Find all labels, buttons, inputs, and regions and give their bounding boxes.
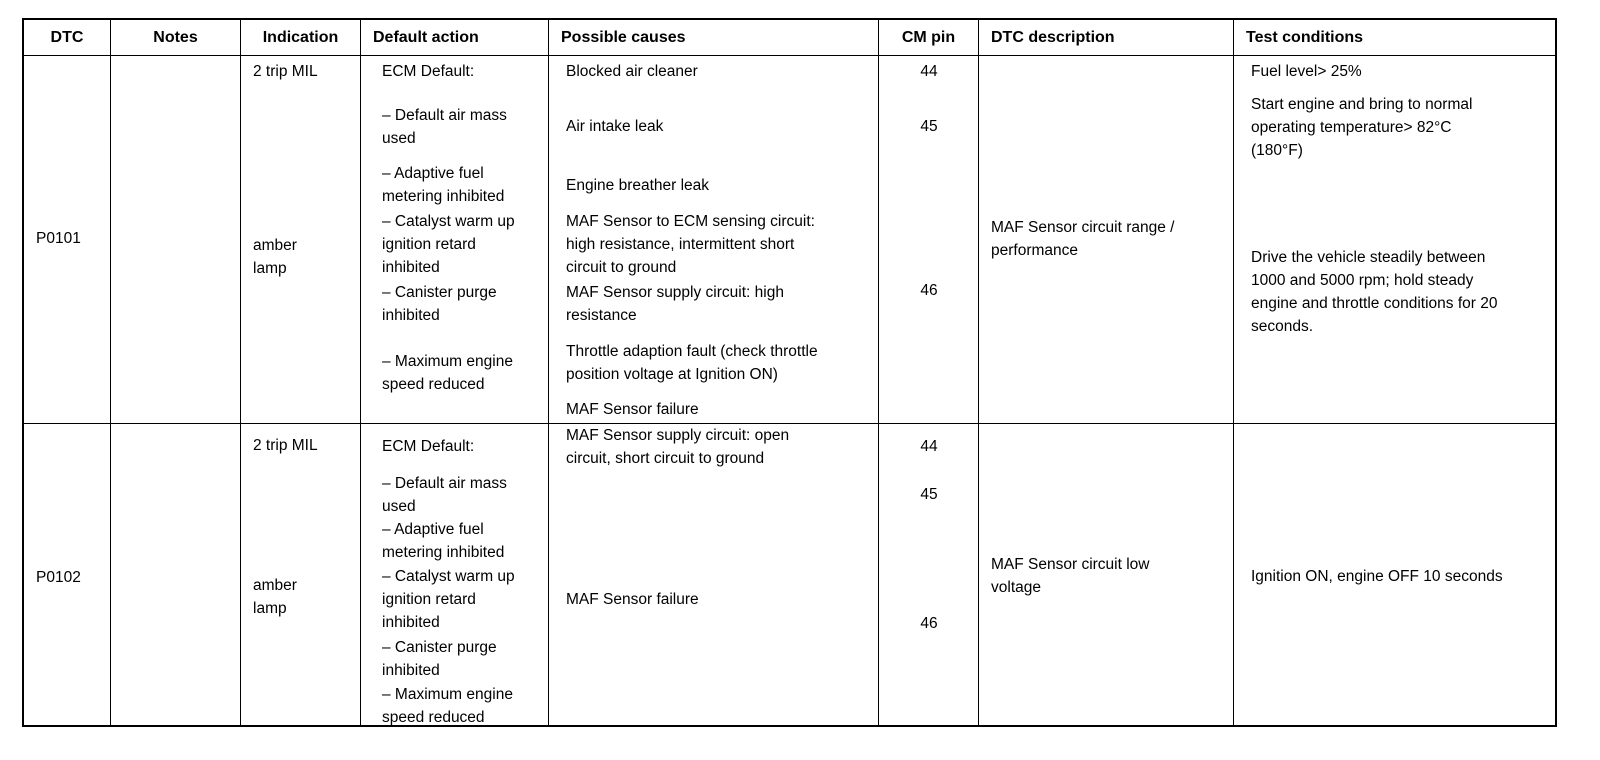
possible-cause-item: Air intake leak — [566, 118, 664, 135]
dtc-table — [22, 18, 1557, 727]
possible-cause-item: MAF Sensor supply circuit: high resistance — [566, 284, 784, 324]
cm-pin-cell — [879, 424, 979, 725]
cm-pin-value: 44 — [920, 438, 938, 455]
default-action-item: – Maximum engine speed reduced — [382, 353, 513, 393]
test-conditions-cell — [1234, 56, 1557, 424]
header-dtc-description: DTC description — [979, 20, 1234, 56]
dtc-description-text: MAF Sensor circuit low voltage — [991, 556, 1150, 596]
default-action-item: – Canister purge inhibited — [382, 639, 497, 679]
cm-pin-value: 44 — [920, 63, 938, 80]
default-action-item: – Catalyst warm up ignition retard inhibited — [382, 568, 515, 631]
header-cm-pin: CM pin — [879, 20, 979, 56]
possible-cause-item: Blocked air cleaner — [566, 63, 698, 80]
indication-lamp: amber lamp — [253, 577, 297, 617]
default-action-item: – Maximum engine speed reduced — [382, 686, 513, 726]
indication-mil: 2 trip MIL — [253, 437, 318, 454]
indication-lamp: amber lamp — [253, 237, 297, 277]
default-action-item: – Adaptive fuel metering inhibited — [382, 521, 505, 561]
header-indication: Indication — [241, 20, 361, 56]
default-action-item: – Catalyst warm up ignition retard inhibited — [382, 213, 515, 276]
default-action-item: ECM Default: — [382, 438, 475, 455]
notes-cell — [111, 56, 241, 424]
test-condition-item: Ignition ON, engine OFF 10 seconds — [1251, 568, 1503, 585]
header-notes: Notes — [111, 20, 241, 56]
possible-cause-item: MAF Sensor to ECM sensing circuit: high resistance, intermittent short circuit to ground — [566, 213, 815, 276]
possible-cause-item: MAF Sensor failure — [566, 591, 699, 608]
table-row — [24, 56, 111, 424]
default-action-item: – Canister purge inhibited — [382, 284, 497, 324]
possible-causes-cell — [549, 56, 879, 424]
cm-pin-value: 46 — [920, 615, 938, 632]
test-condition-item: Fuel level> 25% — [1251, 63, 1362, 80]
default-action-item: – Default air mass used — [382, 475, 507, 515]
notes-cell — [111, 424, 241, 725]
default-action-cell — [361, 56, 549, 424]
header-default-action: Default action — [361, 20, 549, 56]
dtc-description-cell — [979, 56, 1234, 424]
test-condition-item: Start engine and bring to normal operating temperature> 82°C (180°F) — [1251, 96, 1473, 159]
indication-mil: 2 trip MIL — [253, 63, 318, 80]
indication-cell — [241, 56, 361, 424]
test-conditions-cell — [1234, 424, 1557, 725]
indication-cell — [241, 424, 361, 725]
cm-pin-value: 46 — [920, 282, 938, 299]
test-condition-item: Drive the vehicle steadily between 1000 and 5000 rpm; hold steady engine and throttle conditions for 20 seconds. — [1251, 249, 1498, 335]
possible-cause-item: Throttle adaption fault (check throttle position voltage at Ignition ON) — [566, 343, 818, 383]
header-possible-causes: Possible causes — [549, 20, 879, 56]
default-action-item: ECM Default: — [382, 63, 475, 80]
header-test-conditions: Test conditions — [1234, 20, 1557, 56]
possible-causes-cell — [549, 424, 879, 725]
possible-cause-item: Engine breather leak — [566, 177, 710, 194]
header-dtc: DTC — [24, 20, 111, 56]
dtc-description-text: MAF Sensor circuit range / performance — [991, 219, 1175, 259]
possible-cause-item: MAF Sensor failure — [566, 401, 699, 418]
dtc-code: P0102 — [36, 569, 81, 586]
default-action-item: – Adaptive fuel metering inhibited — [382, 165, 505, 205]
cm-pin-value: 45 — [920, 486, 938, 503]
dtc-description-cell — [979, 424, 1234, 725]
possible-cause-item: MAF Sensor supply circuit: open circuit, short circuit to ground — [566, 427, 790, 467]
cm-pin-cell — [879, 56, 979, 424]
default-action-item: – Default air mass used — [382, 107, 507, 147]
cm-pin-value: 45 — [920, 118, 938, 135]
dtc-code: P0101 — [36, 230, 81, 247]
table-row — [24, 424, 111, 725]
default-action-cell — [361, 424, 549, 725]
